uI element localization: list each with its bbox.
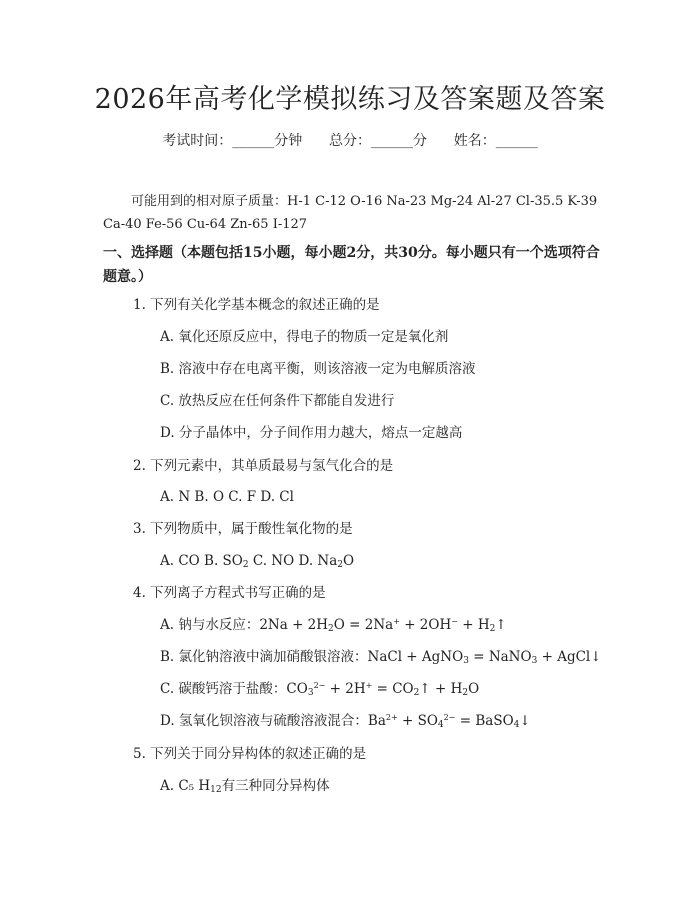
question-3-stem: 3. 下列物质中，属于酸性氧化物的是	[133, 521, 353, 537]
question-2-options: A. N B. O C. F D. Cl	[160, 489, 294, 505]
question-4-option-a: A. 钠与水反应：$2Na + 2H_2O = 2Na^+ + 2OH^-$ + $H_2↑$	[160, 617, 507, 634]
question-3-options: A. CO B. $SO_2$ C. NO D. $Na_2O$	[160, 553, 355, 570]
question-4-stem: 4. 下列离子方程式书写正确的是	[133, 585, 326, 601]
question-4-option-c: C. 碳酸钙溶于盐酸：$CO_3^{2-} + 2H^+$ = $CO_2↑ + H_2O$	[160, 681, 480, 698]
question-1-option-d: D. 分子晶体中，分子间作用力越大，熔点一定越高	[160, 425, 463, 441]
question-1-option-c: C. 放热反应在任何条件下都能自发进行	[160, 393, 395, 409]
question-4-option-b: B. 氯化钠溶液中滴加硝酸银溶液：NaCl + AgNO$_3$ = NaNO$_3$ + AgCl↓	[160, 649, 602, 666]
question-5-stem: 5. 下列关于同分异构体的叙述正确的是	[133, 746, 367, 762]
question-1-option-a: A. 氧化还原反应中，得电子的物质一定是氧化剂	[160, 329, 449, 345]
question-5-option-a: A. C₅ $H_{12}$有三种同分异构体	[160, 778, 330, 795]
question-2-stem: 2. 下列元素中，其单质最易与氢气化合的是	[133, 458, 394, 474]
exam-info-line: 考试时间：______分钟 总分：______分 姓名：______	[162, 133, 538, 149]
question-1-stem: 1. 下列有关化学基本概念的叙述正确的是	[133, 297, 380, 313]
atomic-mass-note: 可能用到的相对原子质量：H-1 C-12 O-16 Na-23 Mg-24 Al-27 Cl-35.5 K-39 Ca-40 Fe-56 Cu-64 Zn-65 I-127	[103, 194, 598, 232]
question-1-option-b: B. 溶液中存在电离平衡，则该溶液一定为电解质溶液	[160, 361, 476, 377]
question-4-option-d: D. 氢氧化钡溶液与硫酸溶液混合：$Ba^{2+} + SO_4^{2-}$ = BaSO$_4$↓	[160, 713, 531, 730]
page-title: 2026年高考化学模拟练习及答案题及答案	[94, 84, 606, 115]
section-heading: 一、选择题（本题包括15小题，每小题2分，共30分。每小题只有一个选项符合题意。）	[103, 245, 600, 285]
